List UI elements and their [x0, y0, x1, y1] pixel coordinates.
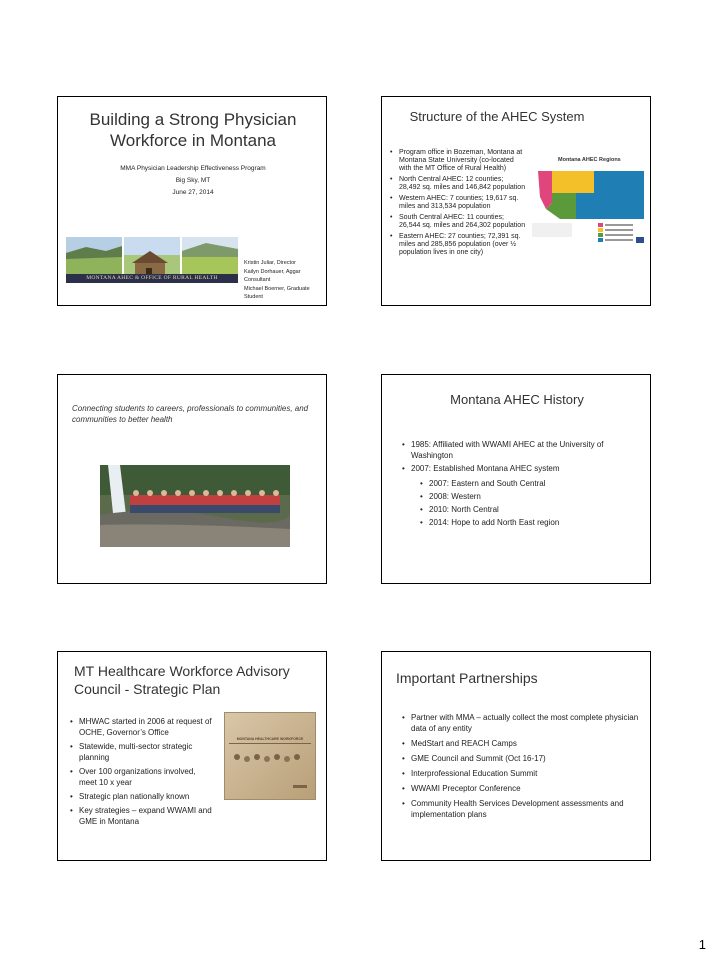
presenter-2: Kailyn Dorhauer, Aggar Consultant [244, 268, 301, 283]
slide-title: Building a Strong Physician Workforce in Montana [89, 110, 297, 150]
slide-title: MT Healthcare Workforce Advisory Council - Strategic Plan [74, 663, 290, 697]
sub-bullet: • 2010: North Central [420, 503, 650, 516]
slide-title: Important Partnerships [396, 670, 538, 686]
slide-3 [57, 374, 327, 584]
bullet: • Interprofessional Education Summit [402, 768, 644, 779]
bullet: • Western AHEC: 7 counties; 19,617 sq. miles and 313,534 population [390, 195, 526, 211]
bullet: • 2007: Established Montana AHEC system [402, 463, 642, 474]
bullet: • WWAMI Preceptor Conference [402, 783, 644, 794]
presenter-1: Kristin Juliar, Director [244, 260, 296, 266]
location: Big Sky, MT [175, 177, 211, 184]
bullet: • Eastern AHEC: 27 counties; 72,391 sq. miles and 285,856 population (over ½ population lives in one city) [390, 233, 526, 257]
bullet: • 1985: Affiliated with WWAMI AHEC at the University of Washington [402, 439, 642, 461]
strategic-plan-cover [224, 712, 316, 800]
bullet: • GME Council and Summit (Oct 16-17) [402, 753, 644, 764]
bullet: • Program office in Bozeman, Montana at Montana State University (co-located with the MT Office of Rural Health) [390, 149, 526, 173]
bullet: • Over 100 organizations involved, meet 10 x year [70, 766, 212, 788]
sub-bullet: • 2014: Hope to add North East region [420, 516, 650, 529]
slide-1 [57, 96, 327, 306]
bullet: • MedStart and REACH Camps [402, 738, 644, 749]
sub-bullet: • 2007: Eastern and South Central [420, 477, 650, 490]
group-photo [100, 465, 290, 547]
slide-title: Structure of the AHEC System [409, 109, 585, 124]
slide-5 [57, 651, 327, 861]
ahec-regions-map [532, 157, 647, 257]
bullet: • Strategic plan nationally known [70, 791, 212, 802]
sub-bullet: • 2008: Western [420, 490, 650, 503]
bullet: • Partner with MMA – actually collect the most complete physician data of any entity [402, 712, 644, 734]
map-title: Montana AHEC Regions [558, 157, 621, 163]
bullet: • MHWAC started in 2006 at request of OCHE, Governor’s Office [70, 716, 212, 738]
program-name: MMA Physician Leadership Effectiveness Program [120, 165, 266, 172]
date: June 27, 2014 [172, 189, 214, 196]
caption: Connecting students to careers, professionals to communities, and communities to better health [72, 404, 309, 424]
slide-6 [381, 651, 651, 861]
cover-title: MONTANA HEALTHCARE WORKFORCE [236, 737, 304, 741]
bullet: • Key strategies – expand WWAMI and GME in Montana [70, 805, 212, 827]
bullet: • North Central AHEC: 12 counties; 28,492 sq. miles and 146,842 population [390, 176, 526, 192]
page-number: 1 [698, 937, 706, 952]
banner: MONTANA AHEC & OFFICE OF RURAL HEALTH [66, 274, 238, 283]
slide-2 [381, 96, 651, 306]
bullet: • South Central AHEC: 11 counties; 26,544 sq. miles and 264,302 population [390, 214, 526, 230]
slide-title: Montana AHEC History [450, 392, 584, 407]
slide-4 [381, 374, 651, 584]
bullet: • Statewide, multi-sector strategic planning [70, 741, 212, 763]
bullet: • Community Health Services Development assessments and implementation plans [402, 798, 644, 820]
presenter-3: Michael Boerner, Graduate Student [244, 285, 310, 300]
